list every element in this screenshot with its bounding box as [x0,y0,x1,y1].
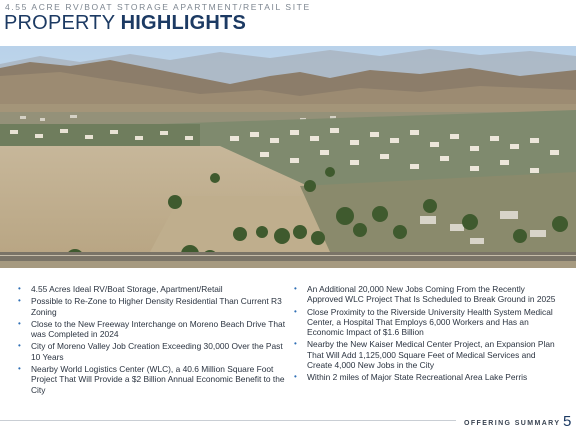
page-title [4,12,246,35]
list-item-text: 4.55 Acres Ideal RV/Boat Storage, Apartment/Retail [31,284,223,294]
page-number: 5 [563,413,572,430]
footer-divider [0,420,456,421]
list-item [18,284,286,294]
list-item [294,284,562,305]
bullet-icon: • [294,372,297,382]
page-title-light: PROPERTY [4,12,121,34]
highlights-list-left [18,284,286,397]
aerial-site-photo [0,46,576,268]
bullet-icon: • [294,306,297,316]
page-title-bold: HIGHLIGHTS [120,12,246,34]
list-item [294,339,562,370]
list-item [18,364,286,395]
list-item-text: Within 2 miles of Major State Recreational Area Lake Perris [307,372,528,383]
list-item-text: Possible to Re-Zone to Higher Density Residential Than Current R3 Zoning [31,296,282,317]
highlights-list-right [294,284,562,385]
page-subtitle: 4.55 ACRE RV/BOAT STORAGE APARTMENT/RETAIL SITE [5,2,311,12]
list-item-text: City of Moreno Valley Job Creation Exceeding 30,000 Over the Past 10 Years [31,341,283,362]
bullet-icon: • [18,284,21,293]
footer-section-label: OFFERING SUMMARY [464,420,561,427]
bullet-icon: • [294,339,297,349]
page-header [0,0,576,46]
bullet-icon: • [18,341,21,351]
list-item [18,341,286,362]
list-item [294,307,562,338]
list-item [18,296,286,317]
bullet-icon: • [18,364,21,374]
list-item-text: Nearby the New Kaiser Medical Center Project, an Expansion Plan That Will Add 1,125,000 Square Feet of Medical Services and Create 4,000 New Jobs in the City [307,339,555,371]
bullet-icon: • [18,318,21,328]
bullet-icon: • [18,296,21,306]
list-item-text: Close Proximity to the Riverside University Health System Medical Center, a Hospital That Employs 6,000 Workers and Has an Economic Impact of $1.6 Billion [307,306,553,338]
list-item-text: Close to the New Freeway Interchange on Moreno Beach Drive That was Completed in 2024 [31,318,286,340]
list-item [18,319,286,340]
list-item [294,372,562,382]
list-item-text: Nearby World Logistics Center (WLC), a 40.6 Million Square Foot Project That Will Provide a $2 Billion Annual Economic Benefit to the City [31,364,285,395]
bullet-icon: • [294,284,297,293]
list-item-text: An Additional 20,000 New Jobs Coming From the Recently Approved WLC Project That Is Scheduled to Break Ground in 2025 [307,284,556,305]
